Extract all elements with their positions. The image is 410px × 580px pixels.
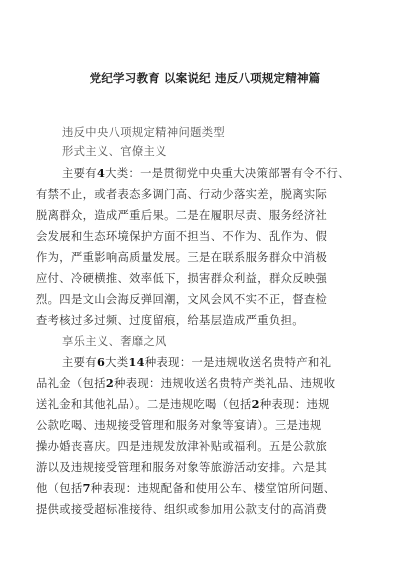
number: 14 [128,355,145,369]
paragraph-line [36,396,330,412]
text: 主要有 [62,167,97,180]
number: 2 [105,376,115,390]
section-heading-formalism: 形式主义、官僚主义 [62,145,167,158]
paragraph-line [36,375,335,391]
paragraph-line: 脱离群众，造成严重后果。二是在履职尽责、服务经济社 [36,209,328,222]
text: 种表现：一是违规收送名贵特产和礼 [144,356,332,369]
text: 他（包括 [36,482,83,495]
paragraph-line: 会发展和生态环境保护方面不担当、不作为、乱作为、假 [36,230,328,243]
paragraph-line: 操办婚丧喜庆。四是违规发放津补贴或福利。五是公款旅 [36,440,328,453]
paragraph-line: 公款吃喝、违规接受管理和服务对象等宴请）。三是违规 [36,419,322,432]
paragraph-line [62,354,331,370]
text: 种表现：违规 [259,398,330,411]
number: 6 [96,355,106,369]
paragraph-line: 游以及违规接受管理和服务对象等旅游活动安排。六是其 [36,461,328,474]
text: 送礼金和其他礼品）。二是违规吃喝（包括 [36,398,252,411]
paragraph-line: 有禁不止，或者表态多调门高、行动少落实差，脱离实际 [36,188,328,201]
section-heading-type: 违反中央八项规定精神问题类型 [62,126,226,139]
paragraph-line: 应付、冷硬横推、效率低下，损害群众利益，群众反映强 [36,272,328,285]
document-title: 党纪学习教育 以案说纪 违反八项规定精神篇 [89,71,321,85]
paragraph-line [36,480,335,496]
section-heading-hedonism: 享乐主义、奢靡之风 [62,335,167,348]
number: 2 [251,397,260,411]
paragraph-line: 烈。四是文山会海反弹回潮，文风会风不实不正，督查检 [36,293,328,306]
paragraph-line [62,165,350,181]
text: 品礼金（包括 [36,377,106,390]
paragraph-line: 提供或接受超标准接待、组织或参加用公款支付的高消费 [36,503,328,516]
paragraph-line: 作为，严重影响高质量发展。三是在联系服务群众中消极 [36,251,328,264]
text: 主要有 [62,356,97,369]
text: 大类：一是贯彻党中央重大决策部署有令不行、 [105,167,350,180]
text: 种表现：违规收送名贵特产类礼品、违规收 [114,377,336,390]
number: 4 [96,166,106,180]
text: 大类 [105,356,129,369]
text: 种表现：违规配备和使用公车、楼堂馆所问题、 [90,482,336,495]
paragraph-line: 查考核过多过频、过度留痕，给基层造成严重负担。 [36,314,304,327]
number: 7 [82,481,91,495]
